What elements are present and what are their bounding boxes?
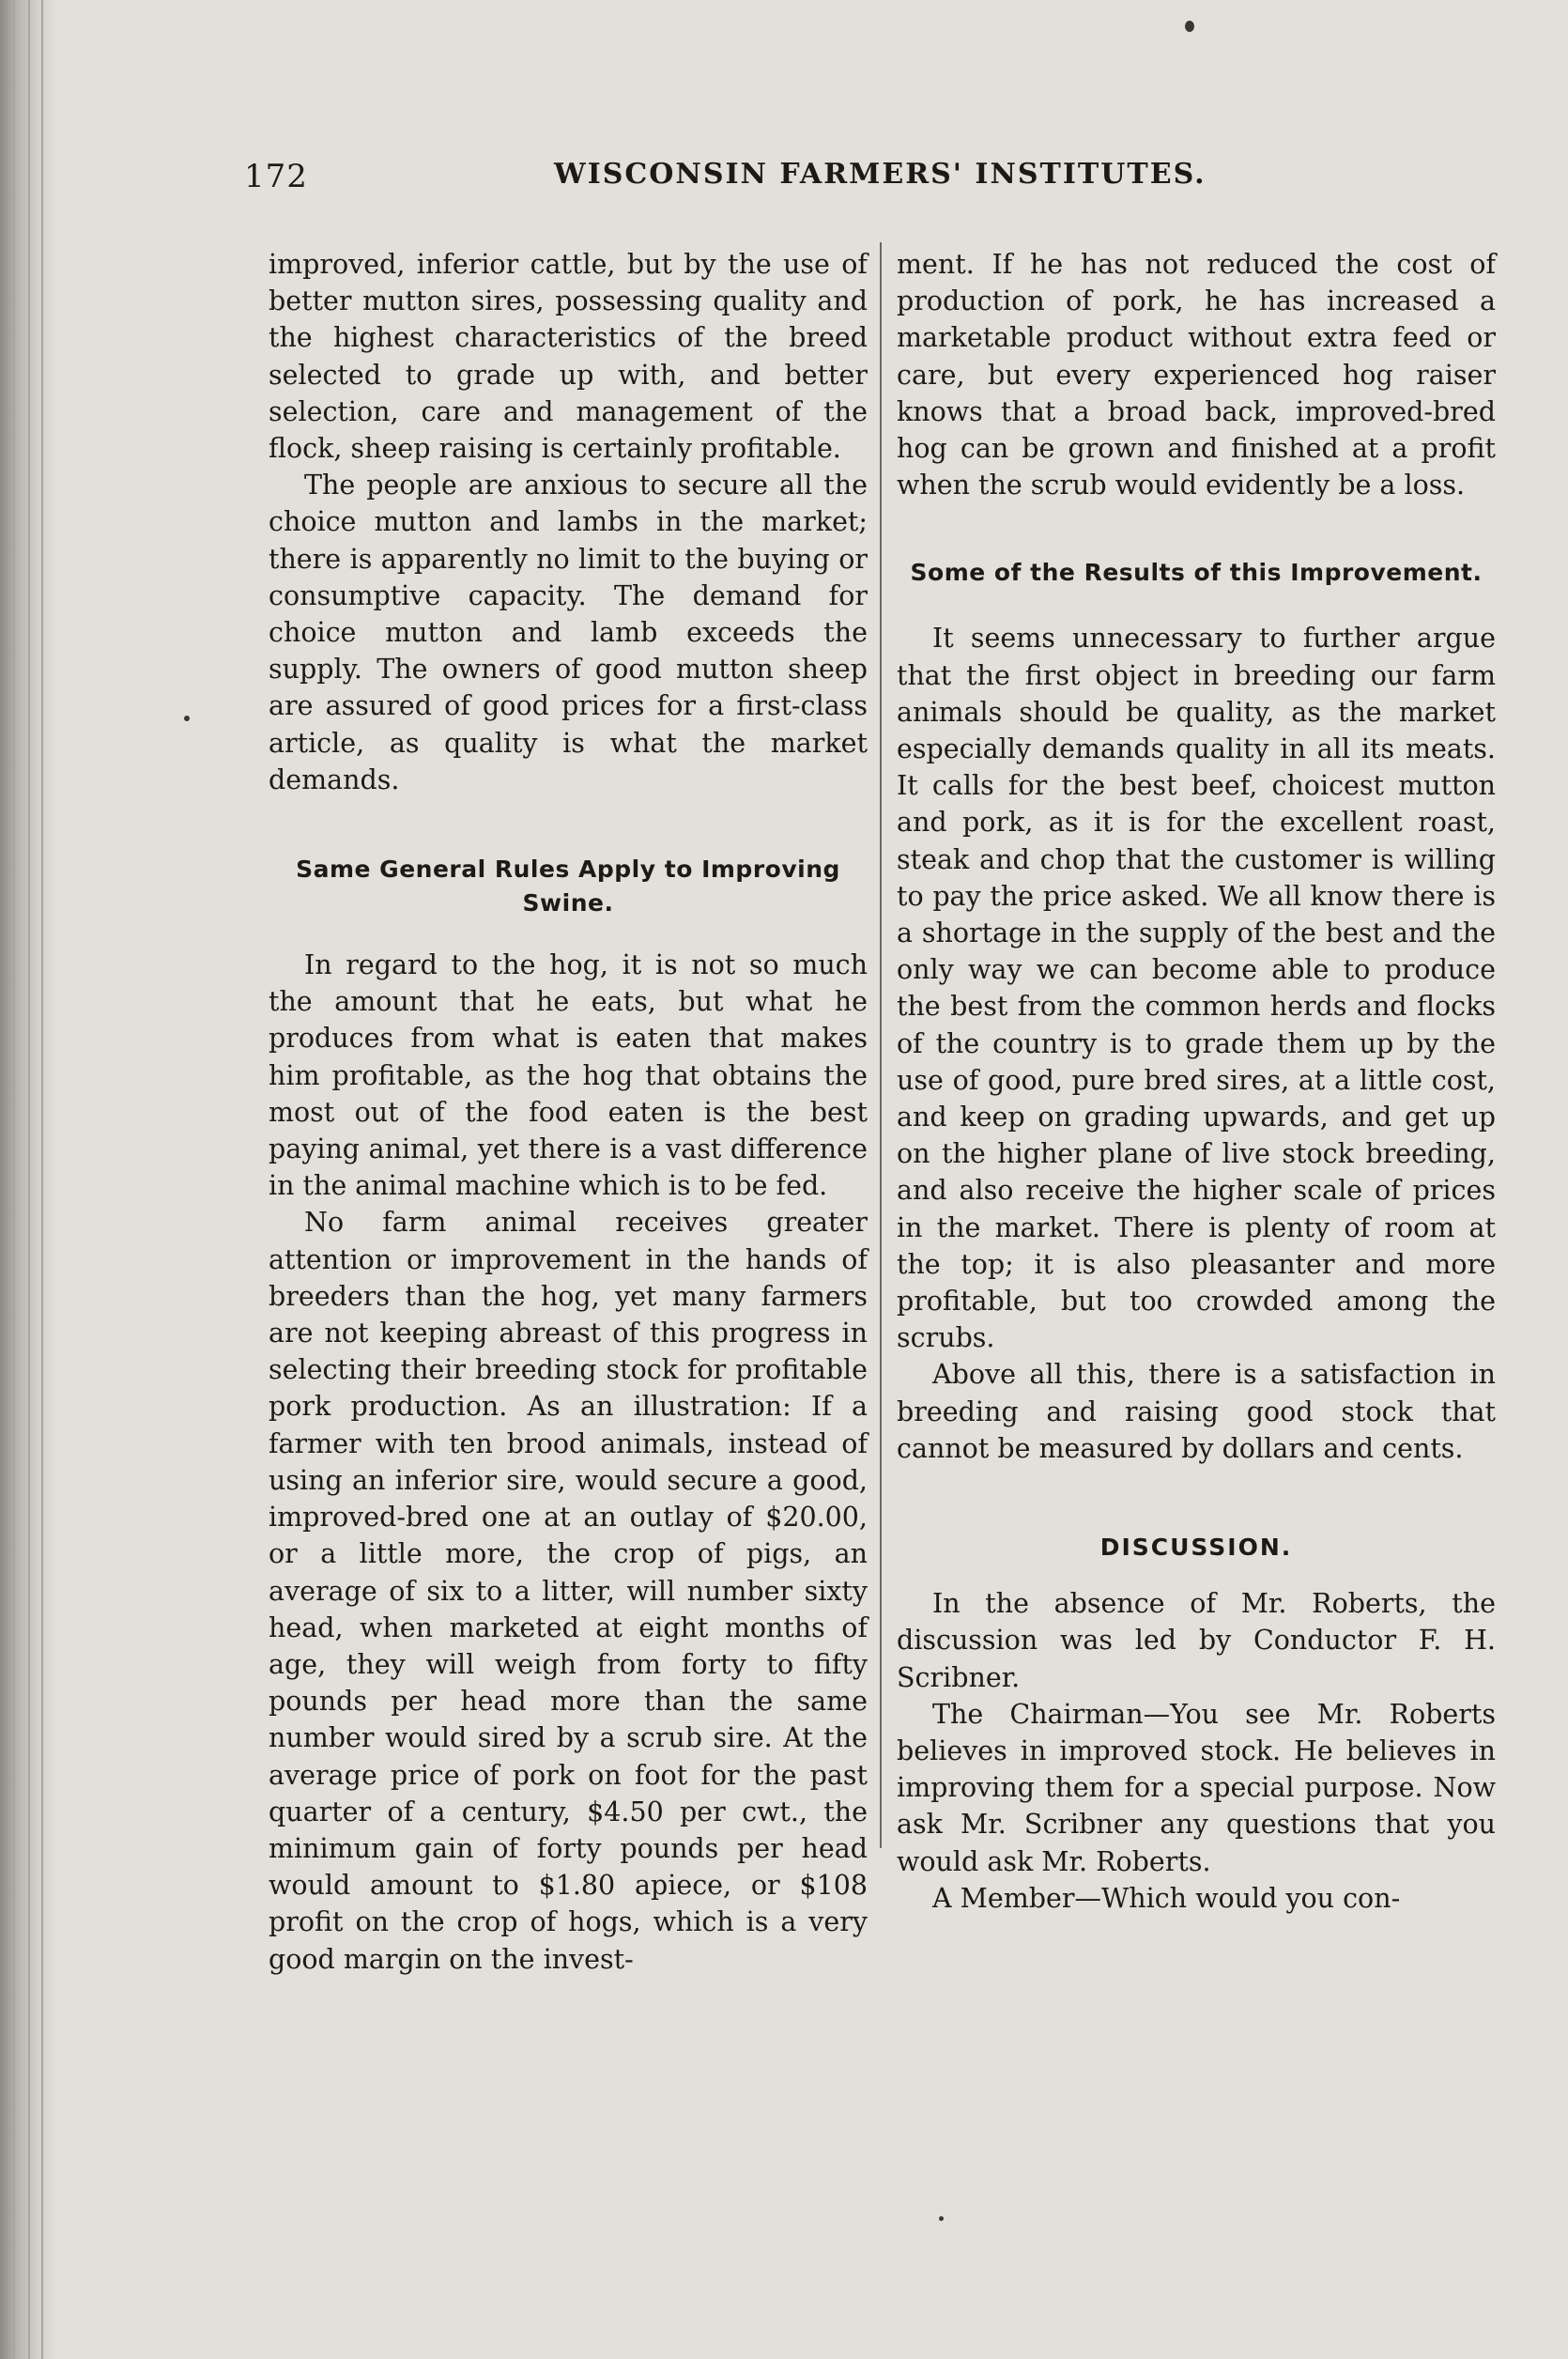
paragraph: In regard to the hog, it is not so much the amount that he eats, but what he produces from what is eaten that makes him profitable, as the hog that obtains the most out of the food eaten is the best paying animal, yet there is a vast difference in the animal machine which is to be fed. — [269, 949, 868, 1202]
ink-speck — [184, 716, 190, 721]
paragraph: ment. If he has not reduced the cost of production of pork, he has increased a marketable product without extra feed or care, but every experienced hog raiser knows that a broad back, improved-bred hog can be grown and finished at a profit when the scrub would evidently be a loss. — [897, 249, 1496, 501]
column-divider — [880, 242, 882, 1848]
left-column — [269, 246, 868, 1978]
page-header — [244, 158, 1221, 210]
paragraph: In the absence of Mr. Roberts, the discussion was led by Conductor F. H. Scribner. — [897, 1588, 1496, 1693]
paragraph: The people are anxious to secure all the choice mutton and lambs in the market; there is apparently no limit to the buying or consumptive capacity. The demand for choice mutton and lamb exceeds the supply. The owners of good mutton sheep are assured of good prices for a first-class article, as quality is what the market demands. — [269, 470, 868, 795]
binding-line — [28, 0, 30, 2359]
right-column — [897, 246, 1496, 1917]
ink-speck — [1185, 21, 1194, 32]
paragraph: No farm animal receives greater attention or improvement in the hands of breeders than the hog, yet many farmers are not keeping abreast of this progress in selecting their breeding stock for profitable pork production. As an illustration: If a farmer with ten brood animals, instead of using an inferior sire, would secure a good, improved-bred one at an outlay of $20.00, or a little more, the crop of pigs, an average of six to a litter, will number sixty head, when marketed at eight months of age, they will weigh from forty to fifty pounds per head more than the same number would sired by a scrub sire. At the average price of pork on foot for the past quarter of a century, $4.50 per cwt., the minimum gain of forty pounds per head would amount to $1.80 apiece, or $108 profit on the crop of hogs, which is a very good margin on the invest- — [269, 1207, 868, 1975]
section-heading-swine: Same General Rules Apply to Improving Swine. — [296, 856, 840, 917]
paragraph: Above all this, there is a satisfaction in breeding and raising good stock that cannot be measured by dollars and cents. — [897, 1359, 1496, 1464]
paragraph: A Member—Which would you con- — [932, 1882, 1401, 1914]
paragraph: It seems unnecessary to further argue that the first object in breeding our farm animals should be quality, as the market especially demands quality in all its meats. It calls for the best beef, choicest mutton and pork, as it is for the excellent roast, steak and chop that the customer is willing to pay the price asked. We all know there is a shortage in the supply of the best and the only way we can become able to produce the best from the common herds and flocks of the country is to grade them up by the use of good, pure bred sires, at a little cost, and keep on grading upwards, and get up on the higher plane of live stock breeding, and also receive the higher scale of prices in the market. There is plenty of room at the top; it is also pleasanter and more profitable, but too crowded among the scrubs. — [897, 623, 1496, 1354]
section-heading-results: Some of the Results of this Improvement. — [910, 559, 1483, 587]
paragraph: The Chairman—You see Mr. Roberts believes in improved stock. He believes in improving them for a special purpose. Now ask Mr. Scribner any questions that you would ask Mr. Roberts. — [897, 1698, 1496, 1877]
section-heading-discussion: DISCUSSION. — [1099, 1534, 1293, 1562]
binding-line — [13, 0, 15, 2359]
binding-line — [41, 0, 43, 2359]
page-number: 172 — [244, 158, 308, 195]
paragraph: improved, inferior cattle, but by the use of better mutton sires, possessing quality and the highest characteristics of the breed selected to grade up with, and better selection, care and management of the flock, sheep raising is certainly profitable. — [269, 249, 868, 465]
running-title: WISCONSIN FARMERS' INSTITUTES. — [554, 158, 1207, 191]
ink-speck — [939, 2216, 944, 2221]
